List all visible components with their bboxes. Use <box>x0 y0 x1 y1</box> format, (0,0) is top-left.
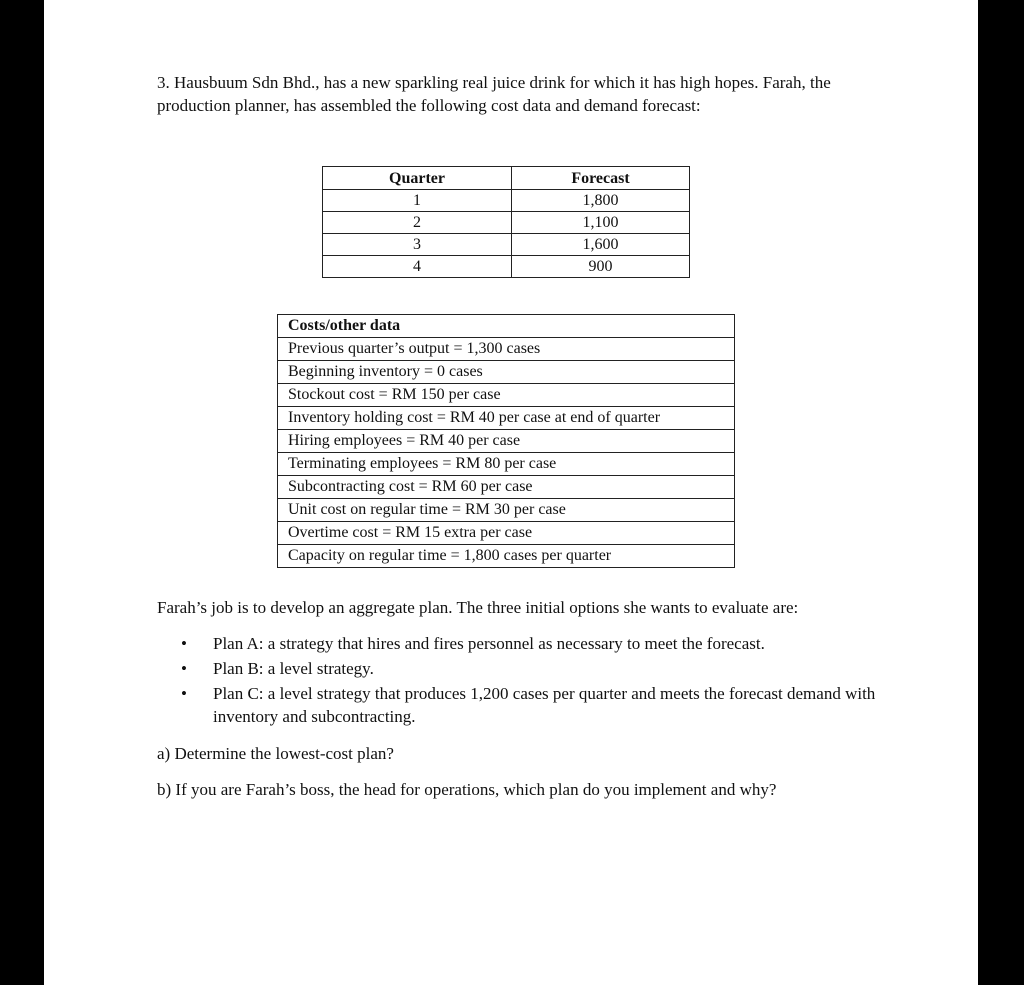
quarter-cell: 1 <box>323 190 512 212</box>
cost-row: Hiring employees = RM 40 per case <box>278 430 735 453</box>
forecast-cell: 1,800 <box>512 190 690 212</box>
bullet-icon: • <box>181 684 187 703</box>
plan-text: Plan A: a strategy that hires and fires personnel as necessary to meet the forecast. <box>213 634 765 653</box>
quarter-cell: 2 <box>323 212 512 234</box>
question-b: b) If you are Farah’s boss, the head for operations, which plan do you implement and why? <box>157 780 777 799</box>
forecast-cell: 1,600 <box>512 234 690 256</box>
cost-row: Beginning inventory = 0 cases <box>278 361 735 384</box>
table-row <box>323 190 690 212</box>
table-row <box>323 212 690 234</box>
cost-row: Capacity on regular time = 1,800 cases per quarter <box>278 545 735 568</box>
forecast-header-quarter: Quarter <box>323 167 512 190</box>
document-page <box>44 0 978 985</box>
table-row <box>323 234 690 256</box>
table-row <box>323 256 690 278</box>
question-a: a) Determine the lowest-cost plan? <box>157 744 394 763</box>
quarter-cell: 3 <box>323 234 512 256</box>
cost-row: Overtime cost = RM 15 extra per case <box>278 522 735 545</box>
list-item <box>157 632 877 655</box>
forecast-cell: 1,100 <box>512 212 690 234</box>
plans-list <box>157 632 877 730</box>
cost-row: Unit cost on regular time = RM 30 per case <box>278 499 735 522</box>
forecast-header-forecast: Forecast <box>512 167 690 190</box>
costs-header: Costs/other data <box>278 315 735 338</box>
job-paragraph: Farah’s job is to develop an aggregate plan. The three initial options she wants to evaluate are: <box>157 598 799 617</box>
bullet-icon: • <box>181 659 187 678</box>
cost-row: Stockout cost = RM 150 per case <box>278 384 735 407</box>
quarter-cell: 4 <box>323 256 512 278</box>
plan-text: Plan B: a level strategy. <box>213 659 374 678</box>
costs-table <box>277 314 735 568</box>
cost-row: Inventory holding cost = RM 40 per case at end of quarter <box>278 407 735 430</box>
cost-row: Previous quarter’s output = 1,300 cases <box>278 338 735 361</box>
intro-paragraph: 3. Hausbuum Sdn Bhd., has a new sparkling real juice drink for which it has high hopes. Farah, the production planner, has assembled the following cost data and demand forecast: <box>157 73 831 115</box>
list-item <box>157 682 877 728</box>
cost-row: Subcontracting cost = RM 60 per case <box>278 476 735 499</box>
cost-row: Terminating employees = RM 80 per case <box>278 453 735 476</box>
forecast-cell: 900 <box>512 256 690 278</box>
forecast-table <box>322 166 690 278</box>
bullet-icon: • <box>181 634 187 653</box>
list-item <box>157 657 877 680</box>
plan-text: Plan C: a level strategy that produces 1,200 cases per quarter and meets the forecast demand with inventory and subcontracting. <box>213 684 876 726</box>
